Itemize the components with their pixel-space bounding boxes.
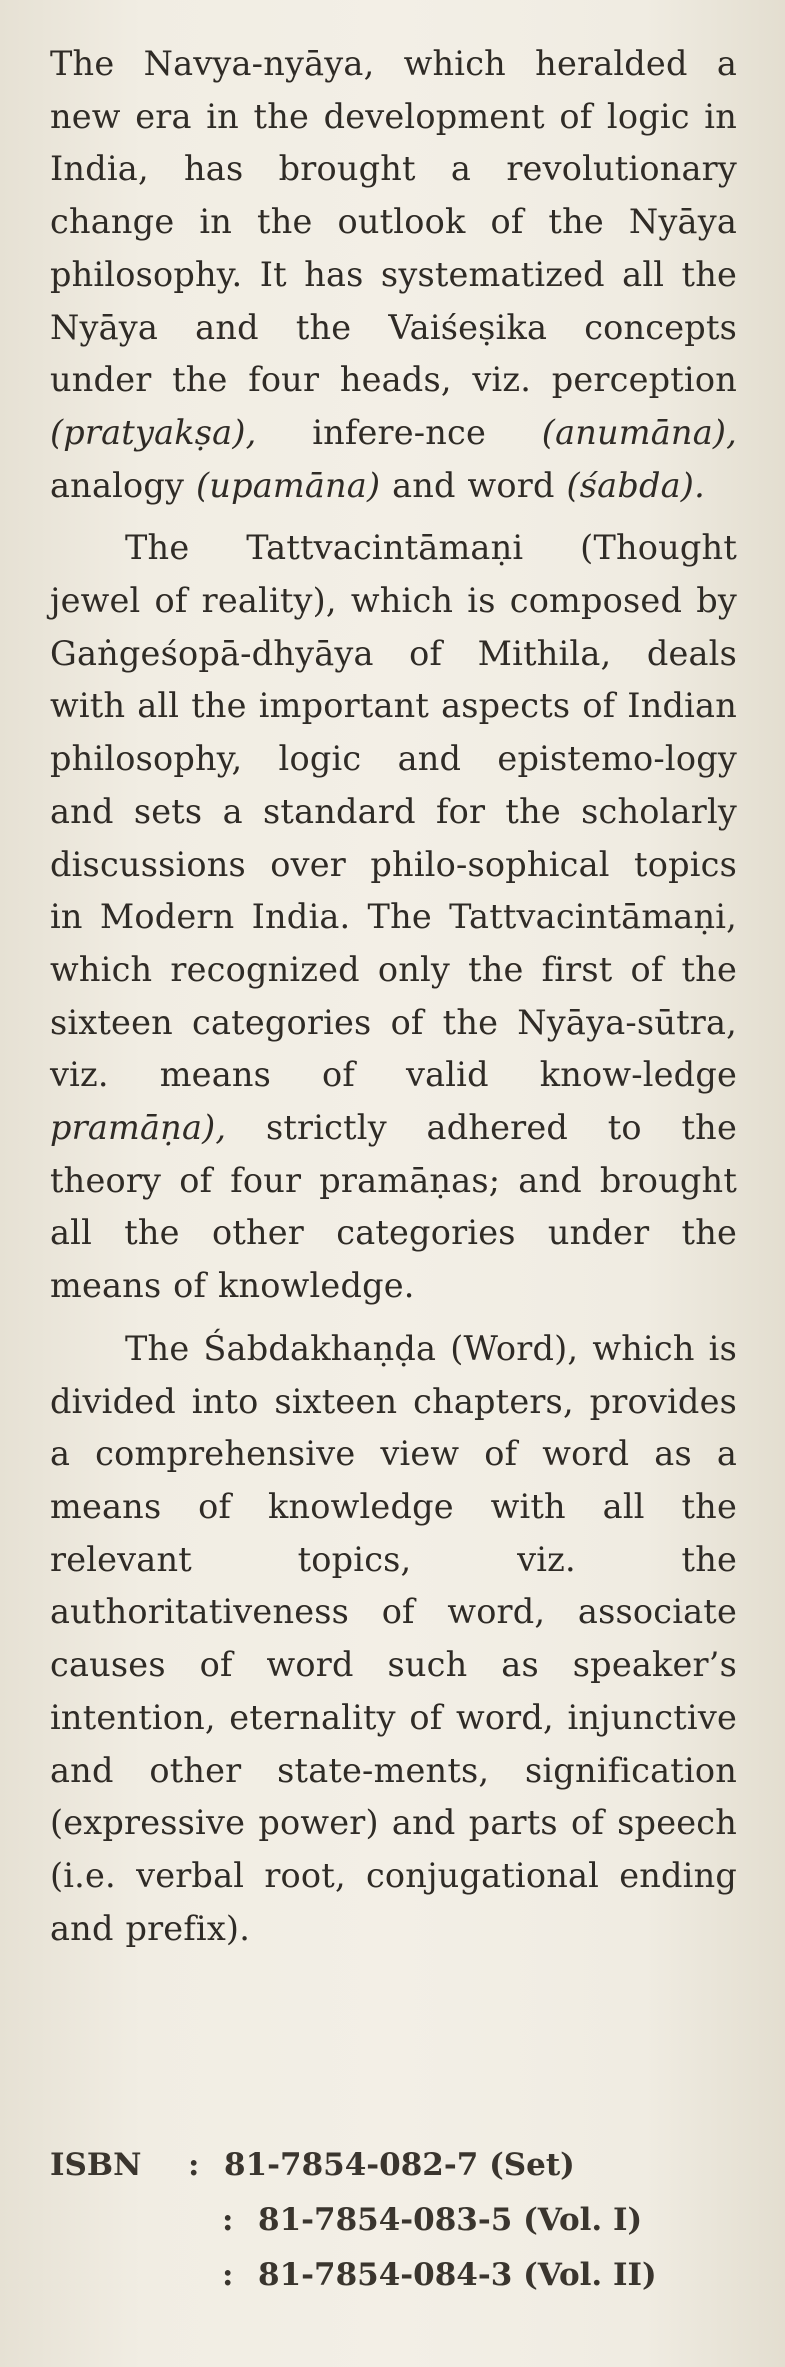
italic-term: (śabda). — [566, 465, 705, 505]
isbn-block — [50, 2147, 657, 2315]
isbn-label: ISBN — [50, 2147, 142, 2183]
paragraph-navya-nyaya — [50, 38, 737, 512]
paragraph-sabdakhanda — [50, 1323, 737, 1955]
text-segment: analogy — [50, 465, 197, 505]
paragraph-tattvacintamani — [50, 522, 737, 1313]
text-segment: strictly adhered to the theory of four pramāṇas; and brought all the other categories under the means of knowledge. — [50, 1108, 737, 1306]
isbn-separator: : — [222, 2257, 234, 2293]
isbn-number: 81-7854-084-3 (Vol. II) — [258, 2257, 657, 2293]
isbn-number: 81-7854-083-5 (Vol. I) — [258, 2202, 643, 2238]
italic-term: (anumāna), — [541, 412, 737, 452]
italic-term: (upamāna) — [196, 465, 381, 505]
text-segment: and word — [380, 465, 567, 505]
isbn-separator: : — [188, 2147, 200, 2183]
text-segment: The Tattvacintāmaṇi (Thought jewel of reality), which is composed by Gaṅgeśopā-dhyāya of Mithila, deals with all the important aspects of Indian philosophy, logic and epistemo-logy and sets a standard for the scholarly discussions over philo-sophical topics in Modern India. The Tattvacintāmaṇi, which recognized only the first of the sixteen categories of the Nyāya-sūtra, viz. means of valid know-ledge — [50, 528, 737, 1095]
isbn-row-set — [50, 2147, 657, 2205]
isbn-number: 81-7854-082-7 (Set) — [224, 2147, 575, 2183]
italic-term: pramāṇa), — [50, 1108, 227, 1148]
italic-term: (pratyakṣa), — [50, 412, 257, 452]
isbn-row-vol-2 — [50, 2257, 657, 2315]
text-segment: infere-nce — [256, 412, 542, 452]
text-segment: The Navya-nyāya, which heralded a new era in the development of logic in India, has brought a revolutionary change in the outlook of the Nyāya philosophy. It has systematized all the Nyāya and the Vaiśeṣika concepts under the four heads, viz. perception — [50, 44, 737, 400]
isbn-row-vol-1 — [50, 2202, 657, 2260]
text-segment: The Śabdakhaṇḍa (Word), which is divided into sixteen chapters, provides a comprehensive view of word as a means of knowledge with all the relevant topics, viz. the authoritativeness of word, associate causes of word such as speaker’s intention, eternality of word, injunctive and other state-ments, signification (expressive power) and parts of speech (i.e. verbal root, conjugational ending and prefix). — [50, 1328, 737, 1948]
isbn-separator: : — [222, 2202, 234, 2238]
